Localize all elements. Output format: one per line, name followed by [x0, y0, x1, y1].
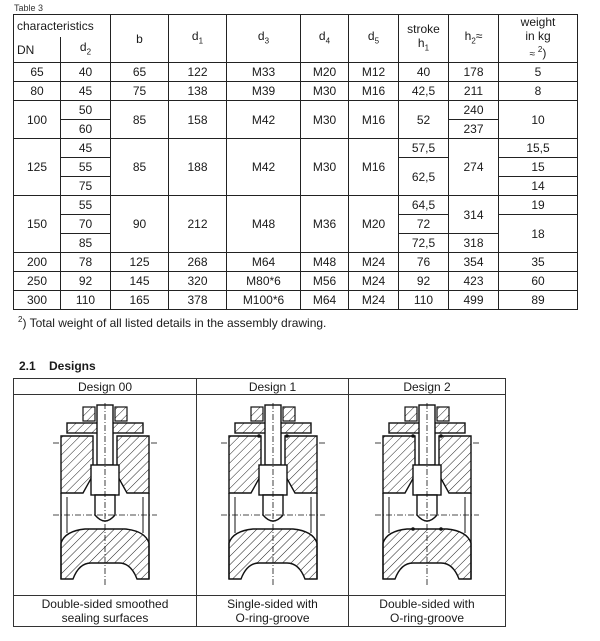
cross-section-drawing-icon	[213, 399, 333, 591]
table-row: 70 72 18	[14, 215, 578, 234]
table-row: 300 110 165 378 M100*6 M64 M24 110 499 89	[14, 291, 578, 310]
section-heading: 2.1 Designs	[19, 359, 96, 373]
header-d2: $d_2$	[61, 37, 111, 62]
table-row: 55 62,5 15	[14, 158, 578, 177]
header-b: b	[111, 15, 169, 63]
design-2-caption: Double-sided with O-ring-groove	[349, 596, 506, 627]
table-row: 80 45 75 138 M39 M30 M16 42,5 211 8	[14, 82, 578, 101]
cross-section-drawing-icon	[367, 399, 487, 591]
header-d5: $d_5$	[349, 15, 399, 63]
header-dn: DN	[14, 37, 61, 62]
header-characteristics: characteristics	[14, 15, 111, 38]
design-2-title: Design 2	[349, 379, 506, 395]
table-footnote: $^2$) Total weight of all listed details in the assembly drawing.	[18, 315, 327, 330]
table-row: 75 14	[14, 177, 578, 196]
header-stroke-h1: stroke $h_1$	[399, 15, 449, 63]
design-00-caption: Double-sided smoothed sealing surfaces	[14, 596, 197, 627]
design-1-caption: Single-sided with O-ring-groove	[197, 596, 349, 627]
header-d1: $d_1$	[169, 15, 227, 63]
header-d3: $d_3$	[227, 15, 301, 63]
table-caption: Table 3	[14, 3, 44, 13]
design-00-title: Design 00	[14, 379, 197, 395]
table-row: 200 78 125 268 M64 M48 M24 76 354 35	[14, 253, 578, 272]
table-row: 85 72,5 318	[14, 234, 578, 253]
dimensions-table	[13, 14, 578, 310]
table-row: 150 55 90 212 M48 M36 M20 64,5 314 19	[14, 196, 578, 215]
table-row: 60 237	[14, 120, 578, 139]
designs-table	[13, 378, 506, 627]
header-weight: weight in kg ≈ $^2$)	[499, 15, 578, 63]
header-d4: $d_4$	[301, 15, 349, 63]
table-row: 125 45 85 188 M42 M30 M16 57,5 274 15,5	[14, 139, 578, 158]
table-row: 65 40 65 122 M33 M20 M12 40 178 5	[14, 63, 578, 82]
table-row: 100 50 85 158 M42 M30 M16 52 240 10	[14, 101, 578, 120]
header-h2: $h_2\approx$	[449, 15, 499, 63]
table-row: 250 92 145 320 M80*6 M56 M24 92 423 60	[14, 272, 578, 291]
design-1-title: Design 1	[197, 379, 349, 395]
cross-section-drawing-icon	[40, 399, 170, 591]
